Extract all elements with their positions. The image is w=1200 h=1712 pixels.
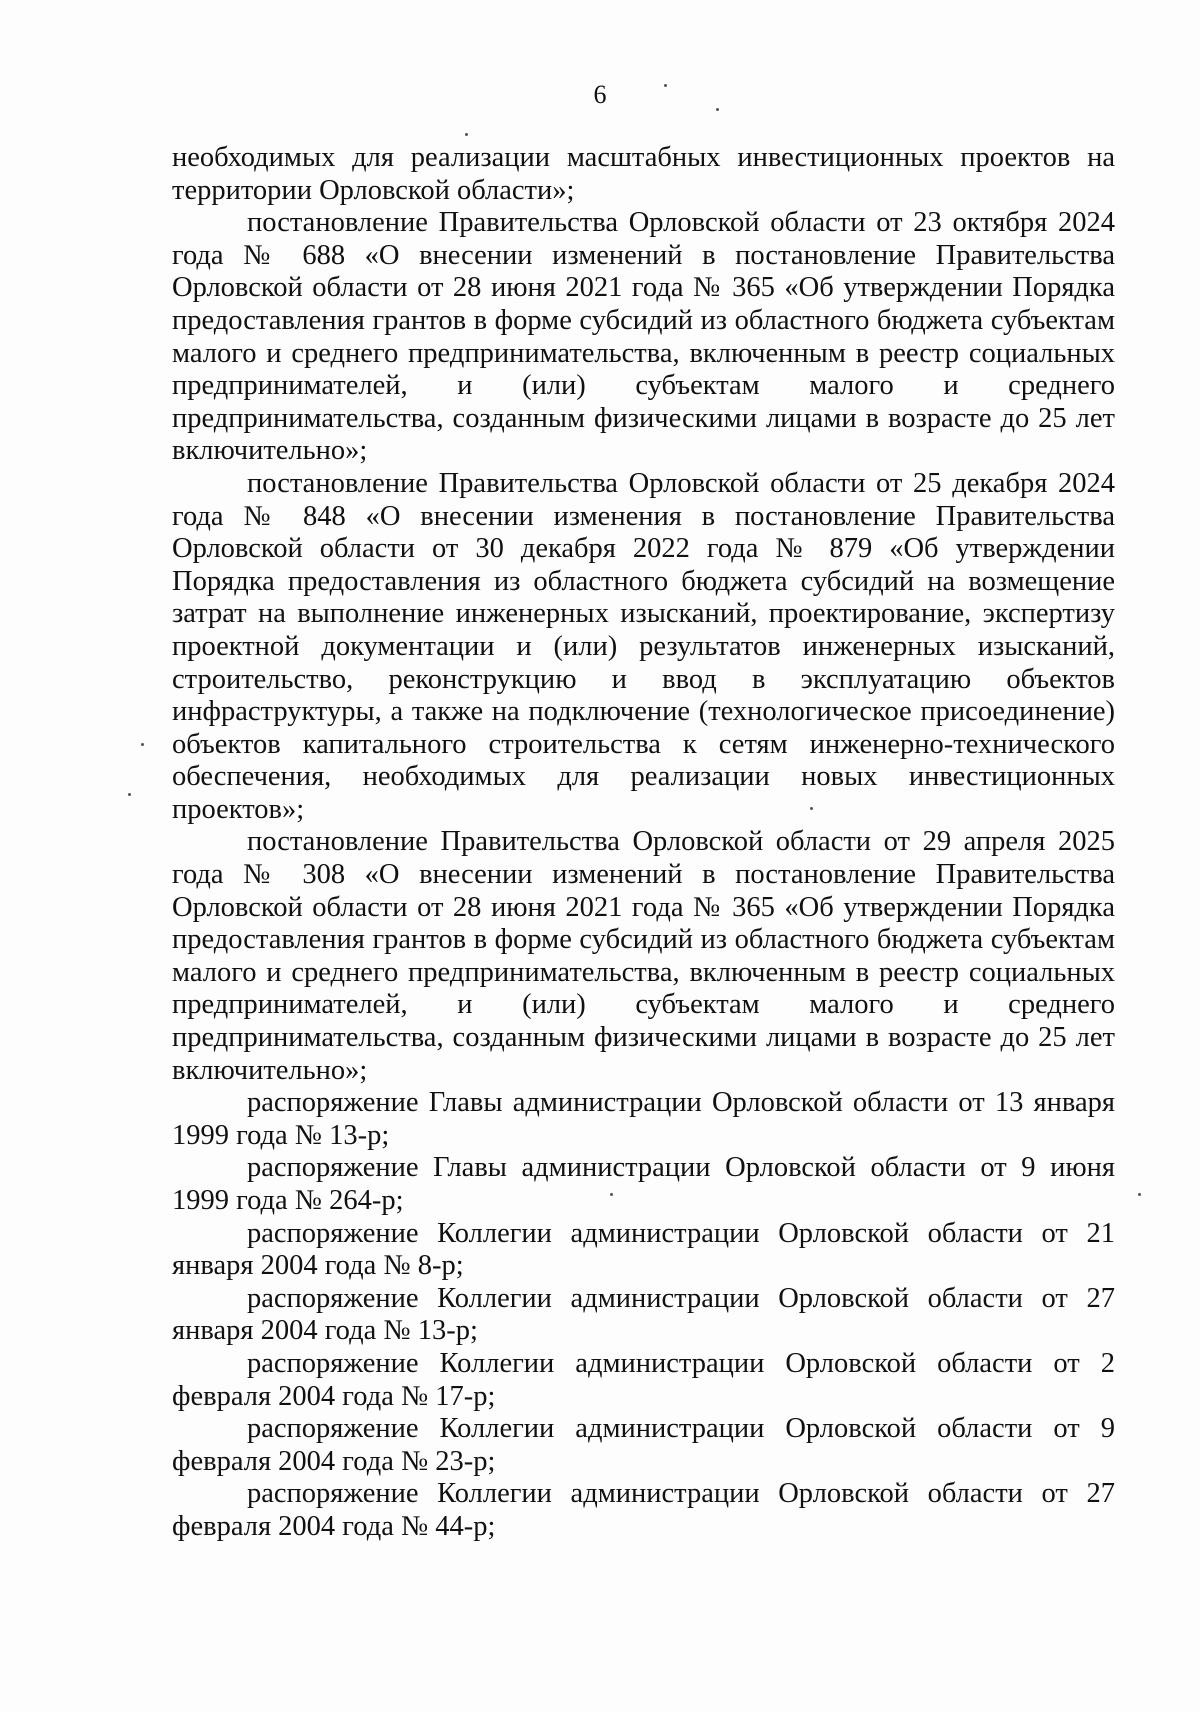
paragraph-order-264-r: распоряжение Главы администрации Орловской области от 9 июня 1999 года № 264-р;	[172, 1152, 1115, 1216]
paragraph-resolution-688: постановление Правительства Орловской области от 23 октября 2024 года № 688 «О внесении изменений в постановление Правительства Орловской области от 28 июня 2021 года № 365 «Об утверждении Порядка предоставления грантов в форме субсидий из областного бюджета субъектам малого и среднего предпринимательства, включенным в реестр социальных предпринимателей, и (или) субъектам малого и среднего предпринимательства, созданным физическими лицами в возрасте до 25 лет включительно»;	[172, 207, 1115, 467]
scan-speck	[810, 807, 813, 810]
paragraph-order-17-r: распоряжение Коллегии администрации Орловской области от 2 февраля 2004 года № 17-р;	[172, 1347, 1115, 1412]
scan-speck	[1138, 1193, 1141, 1196]
scan-speck	[664, 84, 667, 87]
paragraph-resolution-308: постановление Правительства Орловской области от 29 апреля 2025 года № 308 «О внесении изменений в постановление Правительства Орловской области от 28 июня 2021 года № 365 «Об утверждении Порядка предоставления грантов в форме субсидий из областного бюджета субъектам малого и среднего предпринимательства, включенным в реестр социальных предпринимателей, и (или) субъектам малого и среднего предпринимательства, созданным физическими лицами в возрасте до 25 лет включительно»;	[172, 826, 1115, 1086]
scan-speck	[465, 133, 468, 136]
paragraph-order-44-r: распоряжение Коллегии администрации Орловской области от 27 февраля 2004 года № 44-р;	[172, 1478, 1115, 1542]
paragraph-order-8-r: распоряжение Коллегии администрации Орловской области от 21 января 2004 года № 8-р;	[172, 1217, 1115, 1282]
paragraph-order-13-r-1999: распоряжение Главы администрации Орловской области от 13 января 1999 года № 13-р;	[172, 1087, 1115, 1151]
scan-speck	[128, 793, 131, 796]
document-body	[172, 142, 1115, 1544]
page-number: 6	[593, 80, 607, 109]
paragraph-order-13-r-2004: распоряжение Коллегии администрации Орловской области от 27 января 2004 года № 13-р;	[172, 1282, 1115, 1347]
scan-speck	[141, 743, 144, 746]
scan-speck	[610, 1193, 613, 1196]
scan-speck	[716, 108, 719, 111]
paragraph-order-23-r: распоряжение Коллегии администрации Орловской области от 9 февраля 2004 года № 23-р;	[172, 1413, 1115, 1477]
paragraph-continuation: необходимых для реализации масштабных инвестиционных проектов на территории Орловской области»;	[172, 142, 1115, 206]
paragraph-resolution-848: постановление Правительства Орловской области от 25 декабря 2024 года № 848 «О внесении изменения в постановление Правительства Орловской области от 30 декабря 2022 года № 879 «Об утверждении Порядка предоставления из областного бюджета субсидий на возмещение затрат на выполнение инженерных изысканий, проектирование, экспертизу проектной документации и (или) результатов инженерных изысканий, строительство, реконструкцию и ввод в эксплуатацию объектов инфраструктуры, а также на подключение (технологическое присоединение) объектов капитального строительства к сетям инженерно-технического обеспечения, необходимых для реализации новых инвестиционных проектов»;	[172, 467, 1115, 825]
